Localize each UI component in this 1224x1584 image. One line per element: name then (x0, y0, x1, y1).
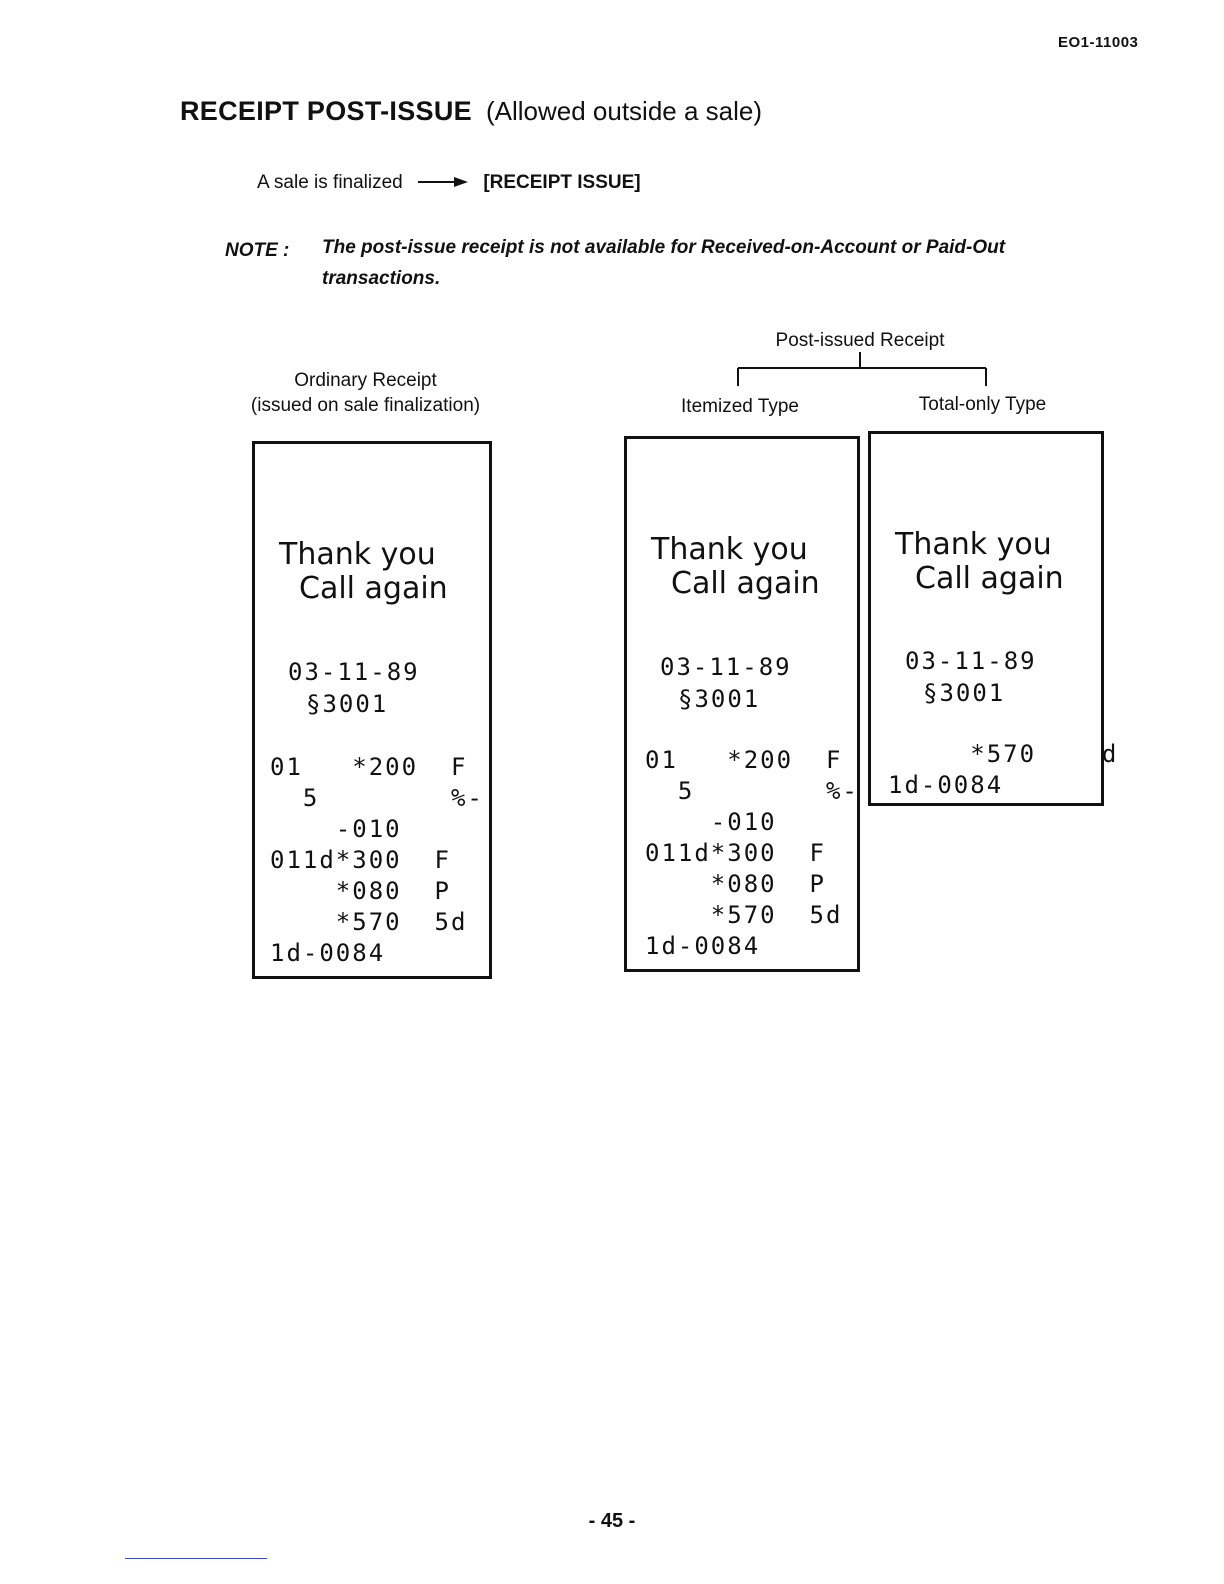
receipt-code: §3001 (678, 685, 761, 713)
receipt-code: §3001 (923, 679, 1006, 707)
note-text: The post-issue receipt is not available for Received-on-Account or Paid-Out transactions. (322, 237, 1006, 289)
receipt-line: 5 %- (645, 777, 859, 805)
greeting-line1: Thank you (651, 532, 808, 567)
greeting-line2: Call again (299, 571, 448, 606)
receipt-line: *080 P (645, 870, 826, 898)
note-label: NOTE : (225, 240, 290, 261)
receipt-ordinary (252, 441, 492, 979)
receipt-line: 01 *200 F (645, 746, 843, 774)
receipt-line: -010 (270, 815, 402, 843)
receipt-line: 011d*300 F (645, 839, 826, 867)
receipt-total-only (868, 431, 1119, 806)
receipt-line: -010 (645, 808, 777, 836)
receipt-line: *080 P (270, 877, 451, 905)
document-code: EO1-11003 (1058, 34, 1139, 51)
receipt-greeting (279, 538, 448, 606)
receipt-itemized (624, 436, 860, 972)
receipt-greeting (651, 533, 820, 601)
arrow-right-icon (418, 172, 468, 194)
receipt-date: 03-11-89 (905, 647, 1037, 675)
title-main: RECEIPT POST-ISSUE (180, 96, 472, 126)
receipt-line: 011d*300 F (270, 846, 451, 874)
caption-total-only: Total-only Type (918, 394, 1047, 415)
receipt-line: *570 d (888, 740, 1119, 768)
receipt-greeting (895, 528, 1064, 596)
greeting-line2: Call again (671, 566, 820, 601)
receipt-date: 03-11-89 (288, 658, 420, 686)
receipt-code: §3001 (306, 690, 389, 718)
greeting-line1: Thank you (895, 527, 1052, 562)
page-title (180, 96, 762, 127)
flow-key: [RECEIPT ISSUE] (483, 172, 641, 194)
caption-itemized: Itemized Type (681, 396, 799, 417)
greeting-line2: Call again (915, 561, 1064, 596)
receipt-date: 03-11-89 (660, 653, 792, 681)
receipt-line: 01 *200 F (270, 753, 468, 781)
caption-ordinary (228, 368, 503, 418)
greeting-line1: Thank you (279, 537, 436, 572)
title-subtitle: (Allowed outside a sale) (485, 96, 763, 126)
page-number: - 45 - (588, 1510, 636, 1532)
flow-condition: A sale is finalized (257, 172, 403, 194)
caption-post-issued: Post-issued Receipt (775, 330, 945, 351)
receipt-line: *570 5d (645, 901, 843, 929)
receipt-line: 1d-0084 (270, 939, 386, 967)
receipt-line: 1d-0084 (888, 771, 1004, 799)
caption-ordinary-line1: Ordinary Receipt (294, 370, 437, 391)
post-issued-bracket (736, 352, 988, 391)
operation-flow (257, 172, 641, 194)
receipt-line: 1d-0084 (645, 932, 761, 960)
caption-ordinary-line2: (issued on sale finalization) (250, 395, 481, 416)
footer-rule (125, 1558, 267, 1559)
receipt-line: 5 %- (270, 784, 484, 812)
receipt-line: *570 5d (270, 908, 468, 936)
